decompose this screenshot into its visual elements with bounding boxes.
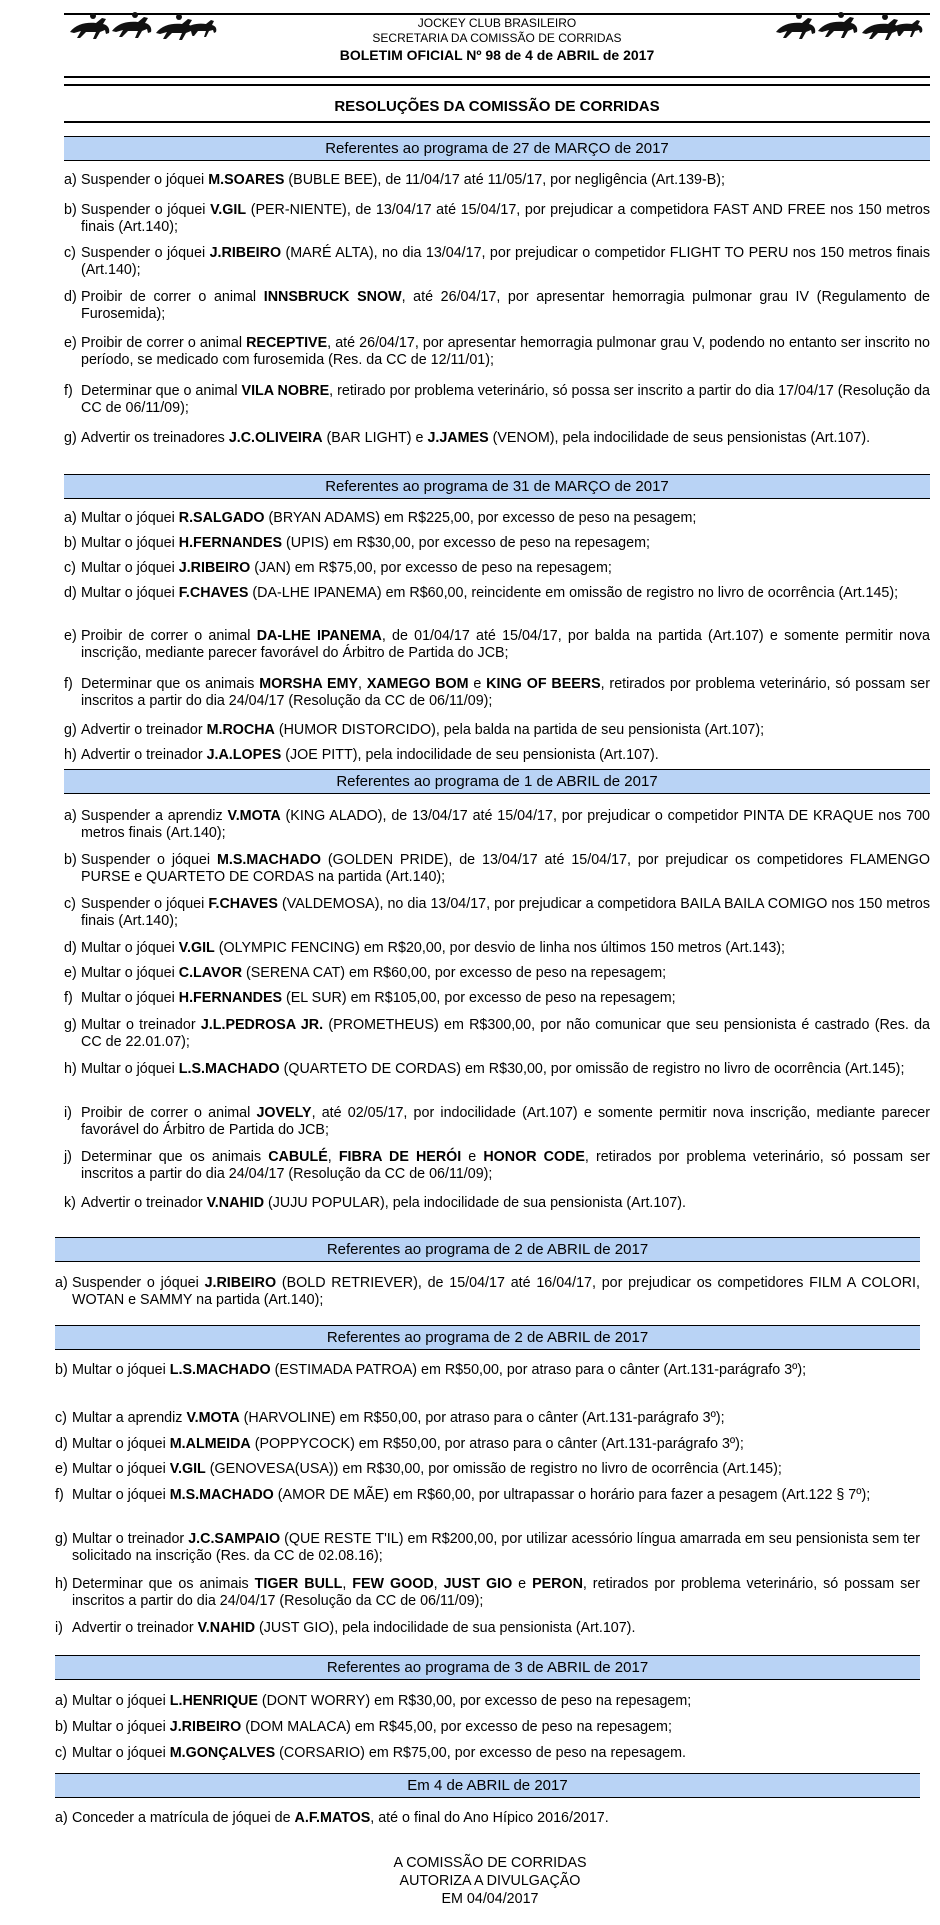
bold-name: V.NAHID bbox=[197, 1620, 256, 1636]
item-text: Determinar que os animais TIGER BULL, FEW GOOD, JUST GIO e PERON, retirados por problema veterinário, só possam ser inscritos a partir do dia 24/04/17 (Resolução da CC de 06/11/09); bbox=[72, 1576, 920, 1609]
bulletin-header bbox=[64, 16, 930, 72]
item-text: Multar o jóquei C.LAVOR (SERENA CAT) em R$60,00, por excesso de peso na repesagem; bbox=[81, 965, 667, 981]
header-department: SECRETARIA DA COMISSÃO DE CORRIDAS bbox=[372, 31, 622, 45]
item-letter: i) bbox=[55, 1620, 63, 1636]
bold-name: M.S.MACHADO bbox=[169, 1487, 274, 1503]
item-text: Multar o jóquei L.HENRIQUE (DONT WORRY) em R$30,00, por excesso de peso na repesagem; bbox=[72, 1693, 692, 1709]
section-heading: Em 4 de ABRIL de 2017 bbox=[55, 1773, 920, 1798]
item-text: Multar o jóquei H.FERNANDES (EL SUR) em R$105,00, por excesso de peso na repesagem; bbox=[81, 990, 676, 1006]
bold-name: J.RIBEIRO bbox=[209, 245, 282, 261]
bold-name: V.NAHID bbox=[206, 1195, 265, 1211]
item-text: Determinar que o animal VILA NOBRE, retirado por problema veterinário, só possa ser inscrito a partir do dia 17/04/17 (Resolução da CC de 06/11/09); bbox=[81, 383, 930, 416]
footer-line-3: EM 04/04/2017 bbox=[441, 1891, 539, 1907]
bold-name: V.GIL bbox=[178, 940, 215, 956]
item-text: Proibir de correr o animal DA-LHE IPANEMA, de 01/04/17 até 15/04/17, por balda na partida (Art.107) e somente permitir nova inscrição, mediante parecer favorável do Árbitro de Partida do JCB; bbox=[81, 628, 930, 661]
item-letter: a) bbox=[64, 808, 77, 824]
item-text: Suspender o jóquei F.CHAVES (VALDEMOSA), no dia 13/04/17, por prejudicar a competidora BAILA BAILA COMIGO nos 150 metros finais (Art.140); bbox=[81, 896, 930, 929]
item-text: Multar o jóquei H.FERNANDES (UPIS) em R$30,00, por excesso de peso na repesagem; bbox=[81, 535, 650, 551]
bold-name: V.MOTA bbox=[227, 808, 281, 824]
item-text: Advertir o treinador V.NAHID (JUST GIO), pela indocilidade de sua pensionista (Art.107). bbox=[72, 1620, 636, 1636]
bold-name: J.A.LOPES bbox=[206, 747, 282, 763]
item-letter: c) bbox=[64, 560, 76, 576]
bold-name: INNSBRUCK SNOW bbox=[263, 289, 402, 305]
bold-name: F.CHAVES bbox=[178, 585, 249, 601]
item-text: Multar o jóquei V.GIL (GENOVESA(USA)) em R$30,00, por omissão de registro no livro de ocorrência (Art.145); bbox=[72, 1461, 782, 1477]
item-text: Suspender o jóquei M.S.MACHADO (GOLDEN PRIDE), de 13/04/17 até 15/04/17, por prejudicar os competidores FLAMENGO PURSE e QUARTETO DE CORDAS na partida (Art.140); bbox=[81, 852, 930, 885]
bold-name: A.F.MATOS bbox=[294, 1810, 371, 1826]
item-letter: c) bbox=[64, 896, 76, 912]
section-heading: Referentes ao programa de 1 de ABRIL de 2017 bbox=[64, 769, 930, 794]
bold-name: L.HENRIQUE bbox=[169, 1693, 258, 1709]
item-text: Suspender o jóquei M.SOARES (BUBLE BEE), de 11/04/17 até 11/05/17, por negligência (Art.139-B); bbox=[81, 172, 726, 188]
bold-name: V.GIL bbox=[169, 1461, 206, 1477]
bold-name: JOVELY bbox=[256, 1105, 312, 1121]
item-text: Proibir de correr o animal RECEPTIVE, até 26/04/17, por apresentar hemorragia pulmonar grau V, podendo no entanto ser inscrito no período, se medicado com furosemida (Res. da CC de 12/11/01); bbox=[81, 335, 930, 368]
bold-name: DA-LHE IPANEMA bbox=[256, 628, 382, 644]
item-text: Multar o jóquei F.CHAVES (DA-LHE IPANEMA) em R$60,00, reincidente em omissão de registro no livro de ocorrência (Art.145); bbox=[81, 585, 899, 601]
section-heading: Referentes ao programa de 3 de ABRIL de 2017 bbox=[55, 1655, 920, 1680]
item-letter: b) bbox=[64, 202, 77, 218]
item-letter: d) bbox=[64, 585, 77, 601]
bold-name: V.MOTA bbox=[186, 1410, 240, 1426]
bold-name: R.SALGADO bbox=[178, 510, 265, 526]
item-text: Multar o treinador J.C.SAMPAIO (QUE RESTE T'IL) em R$200,00, por utilizar acessório língua amarrada em seu pensionista sem ter solicitado na inscrição (Res. da CC de 02.08.16); bbox=[72, 1531, 920, 1564]
bold-name: PERON bbox=[532, 1576, 583, 1592]
item-letter: a) bbox=[64, 510, 77, 526]
item-text: Suspender o jóquei J.RIBEIRO (BOLD RETRIEVER), de 15/04/17 até 16/04/17, por prejudicar os competidores FILM A COLORI, WOTAN e SAMMY na partida (Art.140); bbox=[72, 1275, 920, 1308]
item-letter: f) bbox=[64, 990, 73, 1006]
bold-name: JUST GIO bbox=[443, 1576, 513, 1592]
bold-name: XAMEGO BOM bbox=[366, 676, 469, 692]
section-heading: Referentes ao programa de 2 de ABRIL de 2017 bbox=[55, 1325, 920, 1350]
item-letter: h) bbox=[55, 1576, 68, 1592]
item-text: Multar o jóquei M.GONÇALVES (CORSARIO) em R$75,00, por excesso de peso na repesagem. bbox=[72, 1745, 686, 1761]
item-letter: f) bbox=[64, 676, 73, 692]
bold-name: J.JAMES bbox=[427, 430, 489, 446]
item-text: Proibir de correr o animal JOVELY, até 02/05/17, por indocilidade (Art.107) e somente permitir nova inscrição, mediante parecer favorável do Árbitro de Partida do JCB; bbox=[81, 1105, 930, 1138]
bold-name: MORSHA EMY bbox=[259, 676, 359, 692]
footer-line-2: AUTORIZA A DIVULGAÇÃO bbox=[399, 1873, 581, 1889]
bold-name: M.ALMEIDA bbox=[169, 1436, 251, 1452]
item-text: Conceder a matrícula de jóquei de A.F.MATOS, até o final do Ano Hípico 2016/2017. bbox=[72, 1810, 609, 1826]
bold-name: M.ROCHA bbox=[206, 722, 275, 738]
item-letter: c) bbox=[55, 1410, 67, 1426]
item-text: Advertir o treinador V.NAHID (JUJU POPULAR), pela indocilidade de sua pensionista (Art.107). bbox=[81, 1195, 686, 1211]
item-text: Multar o jóquei M.ALMEIDA (POPPYCOCK) em R$50,00, por atraso para o cânter (Art.131-parágrafo 3º); bbox=[72, 1436, 744, 1452]
bold-name: L.S.MACHADO bbox=[169, 1362, 271, 1378]
item-letter: a) bbox=[55, 1810, 68, 1826]
item-letter: a) bbox=[64, 172, 77, 188]
item-letter: g) bbox=[64, 722, 77, 738]
bold-name: RECEPTIVE bbox=[246, 335, 328, 351]
item-letter: b) bbox=[55, 1362, 68, 1378]
bold-name: HONOR CODE bbox=[483, 1149, 585, 1165]
bold-name: V.GIL bbox=[210, 202, 247, 218]
item-text: Proibir de correr o animal INNSBRUCK SNOW, até 26/04/17, por apresentar hemorragia pulmonar grau IV (Regulamento de Furosemida); bbox=[81, 289, 930, 322]
header-rule-1 bbox=[64, 76, 930, 78]
item-letter: b) bbox=[64, 852, 77, 868]
bold-name: J.RIBEIRO bbox=[178, 560, 251, 576]
item-text: Advertir os treinadores J.C.OLIVEIRA (BAR LIGHT) e J.JAMES (VENOM), pela indocilidade de seus pensionistas (Art.107). bbox=[81, 430, 871, 446]
item-letter: c) bbox=[64, 245, 76, 261]
bold-name: J.C.SAMPAIO bbox=[188, 1531, 281, 1547]
item-letter: d) bbox=[64, 289, 77, 305]
bold-name: J.C.OLIVEIRA bbox=[228, 430, 323, 446]
header-rule-2 bbox=[64, 84, 930, 86]
bold-name: F.CHAVES bbox=[208, 896, 278, 912]
bold-name: M.S.MACHADO bbox=[216, 852, 321, 868]
item-text: Multar o treinador J.L.PEDROSA JR. (PROMETHEUS) em R$300,00, por não comunicar que seu pensionista é castrado (Res. da CC de 22.01.07); bbox=[81, 1017, 930, 1050]
item-letter: h) bbox=[64, 747, 77, 763]
bold-name: KING OF BEERS bbox=[486, 676, 601, 692]
item-text: Suspender o jóquei V.GIL (PER-NIENTE), de 13/04/17 até 15/04/17, por prejudicar a competidora FAST AND FREE nos 150 metros finais (Art.140); bbox=[81, 202, 930, 235]
item-letter: e) bbox=[64, 628, 77, 644]
bold-name: FIBRA DE HERÓI bbox=[338, 1149, 462, 1165]
item-letter: a) bbox=[55, 1693, 68, 1709]
bold-name: J.RIBEIRO bbox=[204, 1275, 277, 1291]
bold-name: M.GONÇALVES bbox=[169, 1745, 276, 1761]
item-letter: g) bbox=[64, 430, 77, 446]
item-text: Multar a aprendiz V.MOTA (HARVOLINE) em R$50,00, por atraso para o cânter (Art.131-parágrafo 3º); bbox=[72, 1410, 725, 1426]
item-text: Multar o jóquei L.S.MACHADO (QUARTETO DE CORDAS) em R$30,00, por omissão de registro no livro de ocorrência (Art.145); bbox=[81, 1061, 905, 1077]
bold-name: H.FERNANDES bbox=[178, 990, 283, 1006]
item-text: Multar o jóquei J.RIBEIRO (JAN) em R$75,00, por excesso de peso na repesagem; bbox=[81, 560, 612, 576]
item-letter: g) bbox=[55, 1531, 68, 1547]
bold-name: FEW GOOD bbox=[352, 1576, 434, 1592]
item-letter: j) bbox=[64, 1149, 72, 1165]
item-letter: c) bbox=[55, 1745, 67, 1761]
item-letter: e) bbox=[55, 1461, 68, 1477]
item-letter: g) bbox=[64, 1017, 77, 1033]
item-text: Determinar que os animais CABULÉ, FIBRA DE HERÓI e HONOR CODE, retirados por problema veterinário, só possam ser inscritos a partir do dia 24/04/17 (Resolução da CC de 06/11/09); bbox=[81, 1149, 930, 1182]
item-text: Multar o jóquei V.GIL (OLYMPIC FENCING) em R$20,00, por desvio de linha nos últimos 150 metros (Art.143); bbox=[81, 940, 786, 956]
title-rule bbox=[64, 121, 930, 123]
item-text: Suspender a aprendiz V.MOTA (KING ALADO), de 13/04/17 até 15/04/17, por prejudicar o competidor PINTA DE KRAQUE nos 700 metros finais (Art.140); bbox=[81, 808, 930, 841]
item-letter: b) bbox=[64, 535, 77, 551]
bold-name: L.S.MACHADO bbox=[178, 1061, 280, 1077]
item-letter: e) bbox=[64, 335, 77, 351]
item-letter: f) bbox=[64, 383, 73, 399]
section-heading: Referentes ao programa de 31 de MARÇO de 2017 bbox=[64, 474, 930, 499]
item-text: Advertir o treinador M.ROCHA (HUMOR DISTORCIDO), pela balda na partida de seu pensionista (Art.107); bbox=[81, 722, 765, 738]
item-letter: k) bbox=[64, 1195, 76, 1211]
item-letter: i) bbox=[64, 1105, 72, 1121]
page-title: RESOLUÇÕES DA COMISSÃO DE CORRIDAS bbox=[334, 98, 660, 115]
footer-line-1: A COMISSÃO DE CORRIDAS bbox=[393, 1855, 587, 1871]
item-text: Multar o jóquei L.S.MACHADO (ESTIMADA PATROA) em R$50,00, por atraso para o cânter (Art.131-parágrafo 3º); bbox=[72, 1362, 807, 1378]
item-text: Multar o jóquei M.S.MACHADO (AMOR DE MÃE) em R$60,00, por ultrapassar o horário para fazer a pesagem (Art.122 § 7º); bbox=[72, 1487, 871, 1503]
item-letter: d) bbox=[55, 1436, 68, 1452]
bold-name: VILA NOBRE bbox=[241, 383, 330, 399]
item-text: Determinar que os animais MORSHA EMY, XAMEGO BOM e KING OF BEERS, retirados por problema veterinário, só possam ser inscritos a partir do dia 24/04/17 (Resolução da CC de 06/11/09); bbox=[81, 676, 930, 709]
item-text: Advertir o treinador J.A.LOPES (JOE PITT), pela indocilidade de seu pensionista (Art.107). bbox=[81, 747, 659, 763]
item-letter: f) bbox=[55, 1487, 64, 1503]
item-text: Multar o jóquei R.SALGADO (BRYAN ADAMS) em R$225,00, por excesso de peso na pesagem; bbox=[81, 510, 697, 526]
item-letter: a) bbox=[55, 1275, 68, 1291]
bold-name: CABULÉ bbox=[268, 1149, 328, 1165]
authorization-footer bbox=[340, 1854, 640, 1908]
item-text: Suspender o jóquei J.RIBEIRO (MARÉ ALTA), no dia 13/04/17, por prejudicar o competidor FLIGHT TO PERU nos 150 metros finais (Art.140); bbox=[81, 245, 931, 278]
bold-name: J.L.PEDROSA JR. bbox=[200, 1017, 324, 1033]
item-letter: e) bbox=[64, 965, 77, 981]
bold-name: C.LAVOR bbox=[178, 965, 243, 981]
bold-name: J.RIBEIRO bbox=[169, 1719, 242, 1735]
header-organization: JOCKEY CLUB BRASILEIRO bbox=[417, 16, 577, 30]
bold-name: M.SOARES bbox=[208, 172, 285, 188]
item-letter: d) bbox=[64, 940, 77, 956]
bold-name: H.FERNANDES bbox=[178, 535, 283, 551]
section-heading: Referentes ao programa de 2 de ABRIL de 2017 bbox=[55, 1237, 920, 1262]
bold-name: TIGER BULL bbox=[254, 1576, 343, 1592]
item-letter: b) bbox=[55, 1719, 68, 1735]
section-heading: Referentes ao programa de 27 de MARÇO de 2017 bbox=[64, 136, 930, 161]
item-text: Multar o jóquei J.RIBEIRO (DOM MALACA) em R$45,00, por excesso de peso na repesagem; bbox=[72, 1719, 672, 1735]
item-letter: h) bbox=[64, 1061, 77, 1077]
header-bulletin-title: BOLETIM OFICIAL Nº 98 de 4 de ABRIL de 2017 bbox=[339, 47, 655, 63]
